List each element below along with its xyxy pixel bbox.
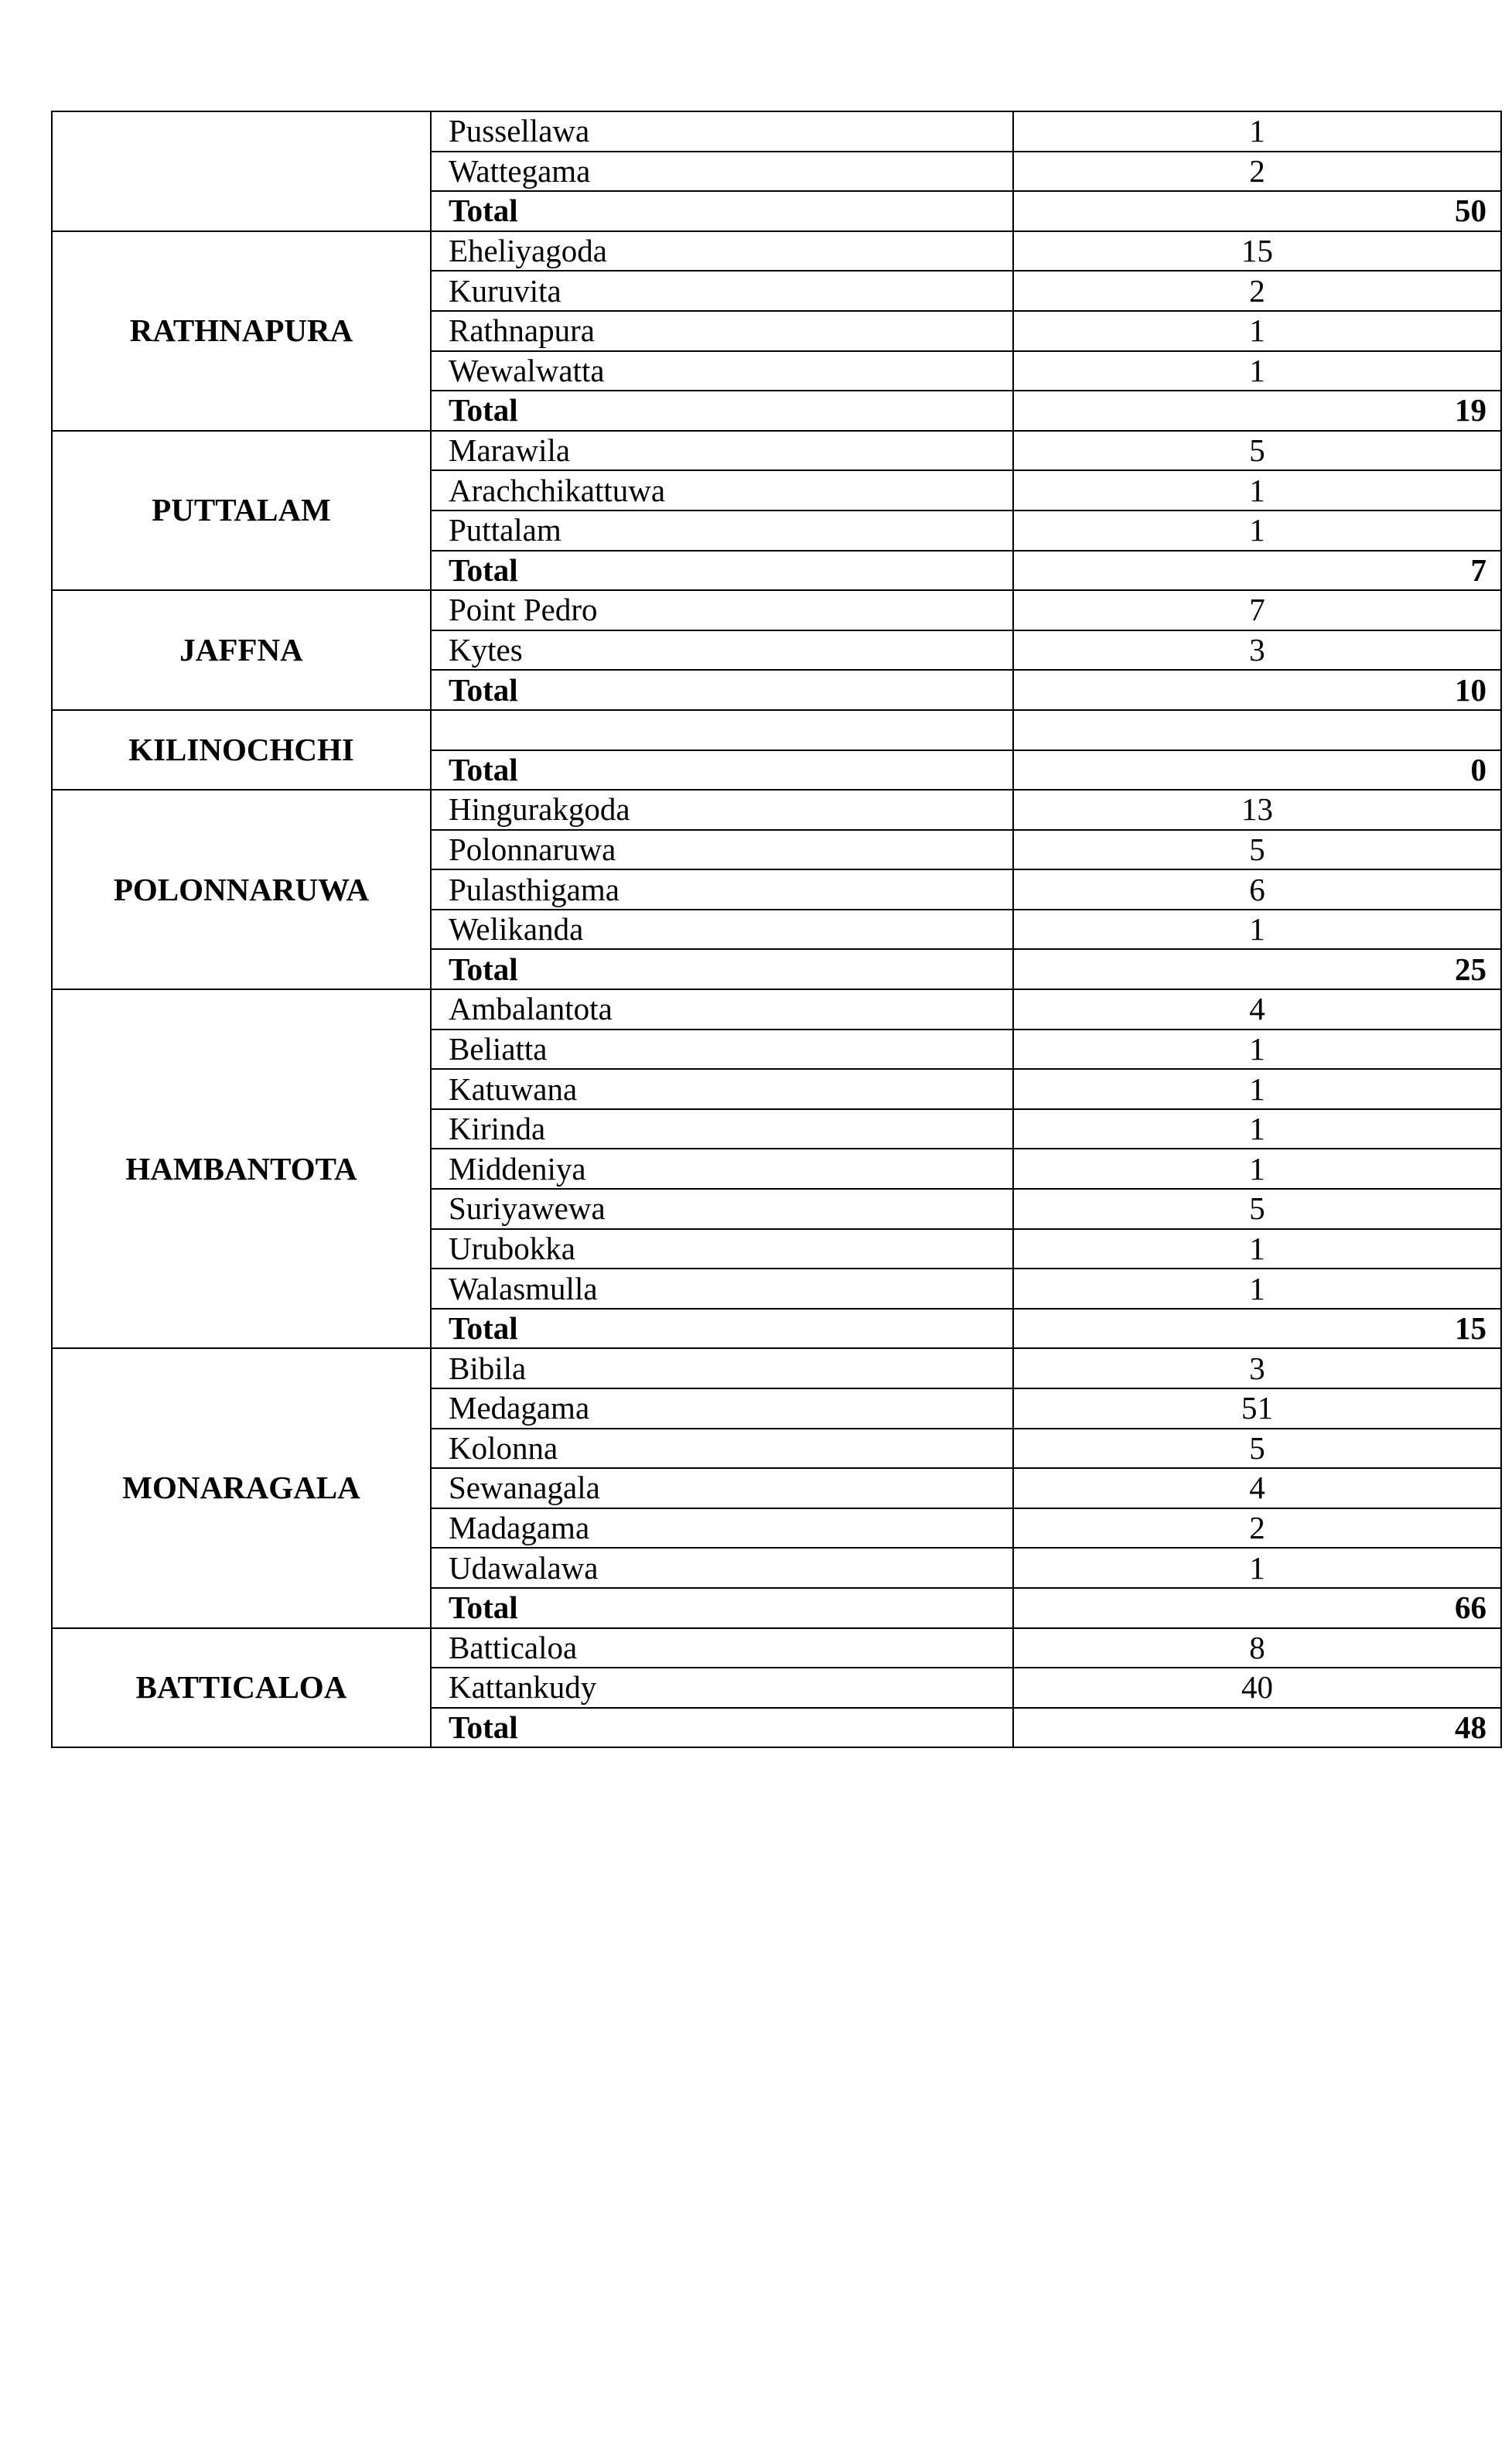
place-name: Kytes: [431, 630, 1013, 671]
total-label: Total: [431, 1309, 1013, 1349]
place-name: Kirinda: [431, 1109, 1013, 1149]
district-name: RATHNAPURA: [52, 231, 431, 431]
place-count: 1: [1013, 470, 1501, 511]
place-count: 1: [1013, 910, 1501, 950]
place-count: 3: [1013, 1348, 1501, 1388]
place-name: Ambalantota: [431, 989, 1013, 1030]
place-count: 15: [1013, 231, 1501, 271]
total-value: 0: [1013, 750, 1501, 791]
place-count: 5: [1013, 431, 1501, 471]
table-row: [52, 1628, 1501, 1668]
place-count: 13: [1013, 790, 1501, 830]
table-row: [52, 590, 1501, 630]
total-label: Total: [431, 750, 1013, 791]
place-name: Eheliyagoda: [431, 231, 1013, 271]
district-name: [52, 111, 431, 231]
district-name: JAFFNA: [52, 590, 431, 710]
place-count: 1: [1013, 111, 1501, 152]
table-row: [52, 231, 1501, 271]
place-count: 51: [1013, 1388, 1501, 1429]
table-row: [52, 1348, 1501, 1388]
place-count: 2: [1013, 1508, 1501, 1549]
place-name: Sewanagala: [431, 1468, 1013, 1508]
place-count: 1: [1013, 1069, 1501, 1109]
place-name: Beliatta: [431, 1030, 1013, 1070]
place-name: Welikanda: [431, 910, 1013, 950]
total-label: Total: [431, 551, 1013, 591]
place-name: Urubokka: [431, 1229, 1013, 1269]
place-count: 5: [1013, 830, 1501, 870]
total-value: 50: [1013, 191, 1501, 231]
place-name: Polonnaruwa: [431, 830, 1013, 870]
place-name: Point Pedro: [431, 590, 1013, 630]
total-label: Total: [431, 949, 1013, 989]
place-name: Batticaloa: [431, 1628, 1013, 1668]
place-count: 1: [1013, 1229, 1501, 1269]
district-name: POLONNARUWA: [52, 790, 431, 989]
place-name: Walasmulla: [431, 1269, 1013, 1309]
place-name: Rathnapura: [431, 311, 1013, 351]
place-count: 4: [1013, 1468, 1501, 1508]
place-name: Wattegama: [431, 152, 1013, 192]
place-name: Pulasthigama: [431, 869, 1013, 910]
place-count: 1: [1013, 1548, 1501, 1588]
place-count: 3: [1013, 630, 1501, 671]
place-count: 1: [1013, 351, 1501, 391]
district-name: HAMBANTOTA: [52, 989, 431, 1348]
table-row: [52, 710, 1501, 750]
total-label: Total: [431, 1708, 1013, 1748]
place-name: Kuruvita: [431, 271, 1013, 311]
district-name: BATTICALOA: [52, 1628, 431, 1748]
place-count: 1: [1013, 1030, 1501, 1070]
total-label: Total: [431, 391, 1013, 431]
place-name: Katuwana: [431, 1069, 1013, 1109]
total-value: 15: [1013, 1309, 1501, 1349]
place-name: Medagama: [431, 1388, 1013, 1429]
place-count: 6: [1013, 869, 1501, 910]
total-value: 25: [1013, 949, 1501, 989]
place-count: 7: [1013, 590, 1501, 630]
place-name: Middeniya: [431, 1149, 1013, 1189]
place-count: 2: [1013, 271, 1501, 311]
place-name: Arachchikattuwa: [431, 470, 1013, 511]
district-name: KILINOCHCHI: [52, 710, 431, 790]
total-value: 10: [1013, 670, 1501, 710]
place-count: 8: [1013, 1628, 1501, 1668]
total-value: 48: [1013, 1708, 1501, 1748]
total-value: 66: [1013, 1588, 1501, 1628]
place-count: 4: [1013, 989, 1501, 1030]
table-body: [52, 111, 1501, 1747]
place-name: Pussellawa: [431, 111, 1013, 152]
table-row: [52, 790, 1501, 830]
place-count: 1: [1013, 1109, 1501, 1149]
place-name: Hingurakgoda: [431, 790, 1013, 830]
place-name: Puttalam: [431, 511, 1013, 551]
table-row: [52, 111, 1501, 152]
total-value: 19: [1013, 391, 1501, 431]
place-count: [1013, 710, 1501, 750]
place-count: 1: [1013, 1269, 1501, 1309]
table-row: [52, 989, 1501, 1030]
place-count: 40: [1013, 1668, 1501, 1708]
place-name: Bibila: [431, 1348, 1013, 1388]
place-name: Madagama: [431, 1508, 1013, 1549]
place-name: Wewalwatta: [431, 351, 1013, 391]
place-count: 5: [1013, 1189, 1501, 1229]
district-name: MONARAGALA: [52, 1348, 431, 1627]
place-name: Marawila: [431, 431, 1013, 471]
total-value: 7: [1013, 551, 1501, 591]
district-name: PUTTALAM: [52, 431, 431, 590]
place-name: Kolonna: [431, 1429, 1013, 1469]
place-count: 1: [1013, 311, 1501, 351]
place-name: Udawalawa: [431, 1548, 1013, 1588]
place-name: [431, 710, 1013, 750]
place-count: 1: [1013, 511, 1501, 551]
place-count: 1: [1013, 1149, 1501, 1189]
district-place-table: [51, 111, 1502, 1748]
place-count: 5: [1013, 1429, 1501, 1469]
place-count: 2: [1013, 152, 1501, 192]
table-row: [52, 431, 1501, 471]
total-label: Total: [431, 1588, 1013, 1628]
place-name: Suriyawewa: [431, 1189, 1013, 1229]
place-name: Kattankudy: [431, 1668, 1013, 1708]
total-label: Total: [431, 191, 1013, 231]
total-label: Total: [431, 670, 1013, 710]
